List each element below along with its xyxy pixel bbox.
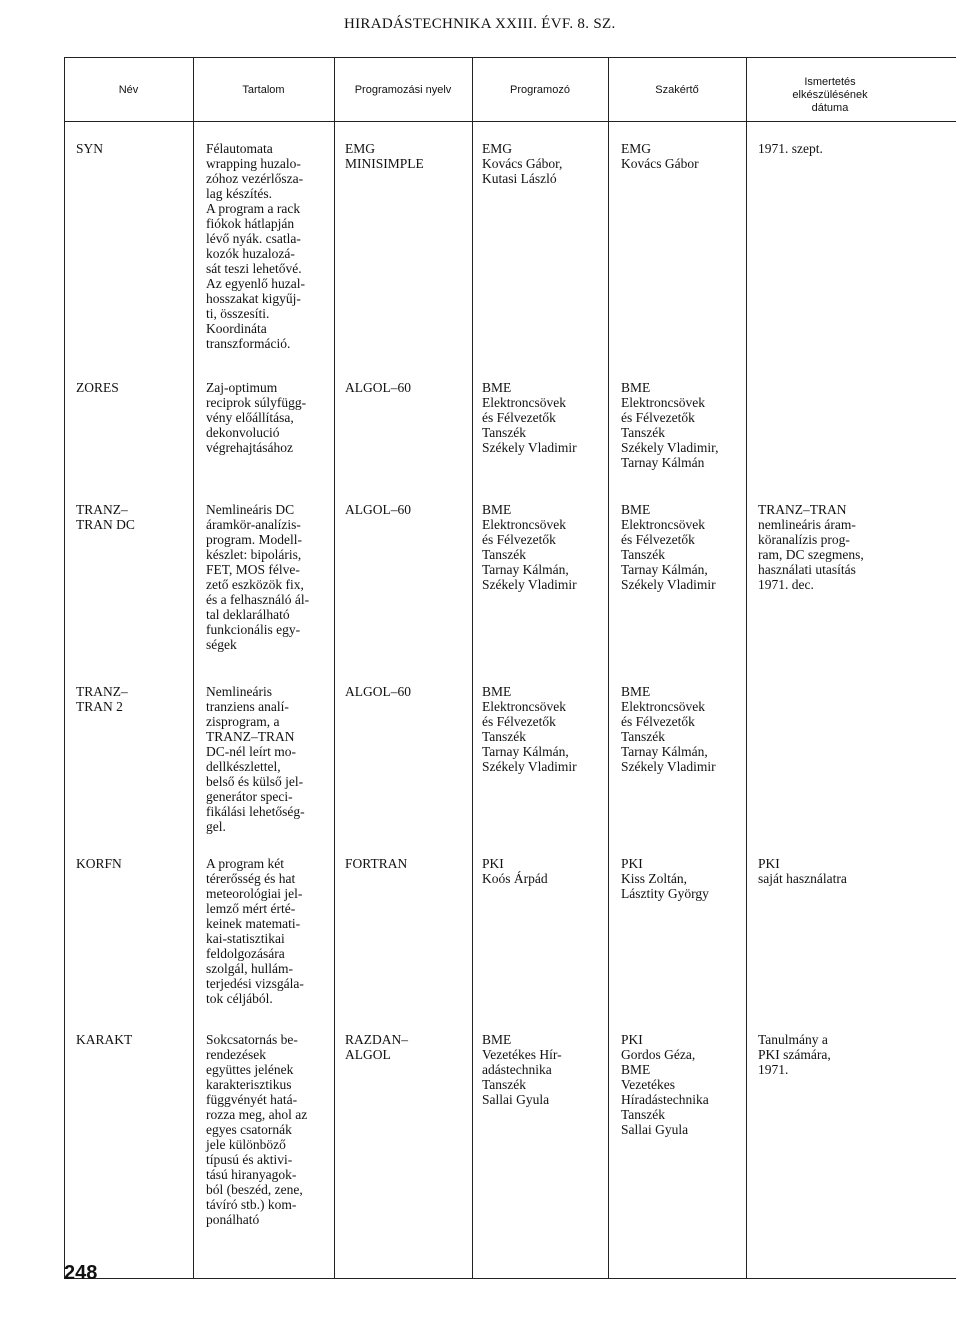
column-divider [746, 57, 747, 1279]
cell-datum: 1971. szept. [758, 141, 823, 156]
column-header-szakerto: Szakértő [655, 84, 699, 96]
column-header-nev: Név [118, 84, 139, 96]
cell-programozo: BME Elektroncsövek és Félvezetők Tanszék Tarnay Kálmán, Székely Vladimir [482, 502, 577, 592]
cell-programozo: BME Elektroncsövek és Félvezetők Tanszék Tarnay Kálmán, Székely Vladimir [482, 684, 577, 774]
cell-nyelv: ALGOL–60 [345, 380, 411, 395]
column-divider [193, 57, 194, 1279]
cell-programozo: PKI Koós Árpád [482, 856, 548, 886]
cell-programozo: BME Vezetékes Hír- adástechnika Tanszék Sallai Gyula [482, 1032, 562, 1107]
cell-nev: ZORES [76, 380, 119, 395]
column-header-tartalom: Tartalom [242, 84, 285, 96]
cell-szakerto: BME Elektroncsövek és Félvezetők Tanszék Székely Vladimir, Tarnay Kálmán [621, 380, 719, 470]
cell-datum: TRANZ–TRAN nemlineáris áram- köranalízis prog- ram, DC szegmens, használati utasítás 1971. dec. [758, 502, 864, 592]
cell-tartalom: Nemlineáris tranziens analí- zisprogram, a TRANZ–TRAN DC-nél leírt mo- dellkészlettel, belső és külső jel- generátor speci- fikálási lehetőség- gel. [206, 684, 305, 834]
cell-nev: KARAKT [76, 1032, 133, 1047]
cell-szakerto: PKI Gordos Géza, BME Vezetékes Híradástechnika Tanszék Sallai Gyula [621, 1032, 709, 1137]
cell-tartalom: Nemlineáris DC áramkör-analízis- program. Modell- készlet: bipoláris, FET, MOS félve- zető eszközök fix, és a felhasználó ál- tal deklarálható funkcionális egy- ségek [206, 502, 310, 652]
cell-nev: TRANZ– TRAN DC [76, 502, 135, 532]
cell-tartalom: Félautomata wrapping huzalo- zóhoz vezérlősza- lag készítés. A program a rack fiókok hátlapján lévő nyák. csatla- kozók huzalozá- sát teszi lehetővé. Az egyenlő huzal- hosszakat kigyűj- ti, összesíti. Koordináta transzformáció. [206, 141, 305, 351]
column-divider [334, 57, 335, 1279]
cell-szakerto: EMG Kovács Gábor [621, 141, 699, 171]
column-header-programozo: Programozó [510, 84, 570, 96]
running-head: HIRADÁSTECHNIKA XXIII. ÉVF. 8. SZ. [344, 16, 616, 32]
cell-nyelv: ALGOL–60 [345, 502, 411, 517]
cell-nev: KORFN [76, 856, 122, 871]
page-number: 248 [64, 1262, 98, 1284]
cell-programozo: BME Elektroncsövek és Félvezetők Tanszék Székely Vladimir [482, 380, 577, 455]
cell-nev: TRANZ– TRAN 2 [76, 684, 128, 714]
cell-tartalom: A program két térerősség és hat meteorológiai jel- lemző mért érté- keinek matemati- kai-statisztikai feldolgozására szolgál, hullám- terjedési vizsgála- tok céljából. [206, 856, 304, 1006]
cell-tartalom: Sokcsatornás be- rendezések együttes jelének karakterisztikus függvényét hatá- rozza meg, ahol az egyes csatornák jele különböző típusú és aktivi- tású hiranyagok- ból (beszéd, zene, távíró stb.) kom- ponálható [206, 1032, 308, 1227]
cell-nyelv: FORTRAN [345, 856, 408, 871]
column-header-datum: Ismertetés elkészülésének dátuma [792, 76, 868, 114]
column-header-nyelv: Programozási nyelv [354, 84, 452, 96]
cell-datum: PKI saját használatra [758, 856, 847, 886]
cell-szakerto: BME Elektroncsövek és Félvezetők Tanszék Tarnay Kálmán, Székely Vladimir [621, 684, 716, 774]
cell-nyelv: EMG MINISIMPLE [345, 141, 424, 171]
cell-programozo: EMG Kovács Gábor, Kutasi László [482, 141, 563, 186]
cell-nyelv: RAZDAN– ALGOL [345, 1032, 408, 1062]
cell-datum: Tanulmány a PKI számára, 1971. [758, 1032, 831, 1077]
header-divider [64, 121, 956, 122]
cell-szakerto: PKI Kiss Zoltán, Lásztity György [621, 856, 709, 901]
column-divider [472, 57, 473, 1279]
cell-nyelv: ALGOL–60 [345, 684, 411, 699]
column-divider [608, 57, 609, 1279]
cell-tartalom: Zaj-optimum reciprok súlyfügg- vény előállítása, dekonvolució végrehajtásához [206, 380, 307, 455]
cell-nev: SYN [76, 141, 104, 156]
cell-szakerto: BME Elektroncsövek és Félvezetők Tanszék Tarnay Kálmán, Székely Vladimir [621, 502, 716, 592]
